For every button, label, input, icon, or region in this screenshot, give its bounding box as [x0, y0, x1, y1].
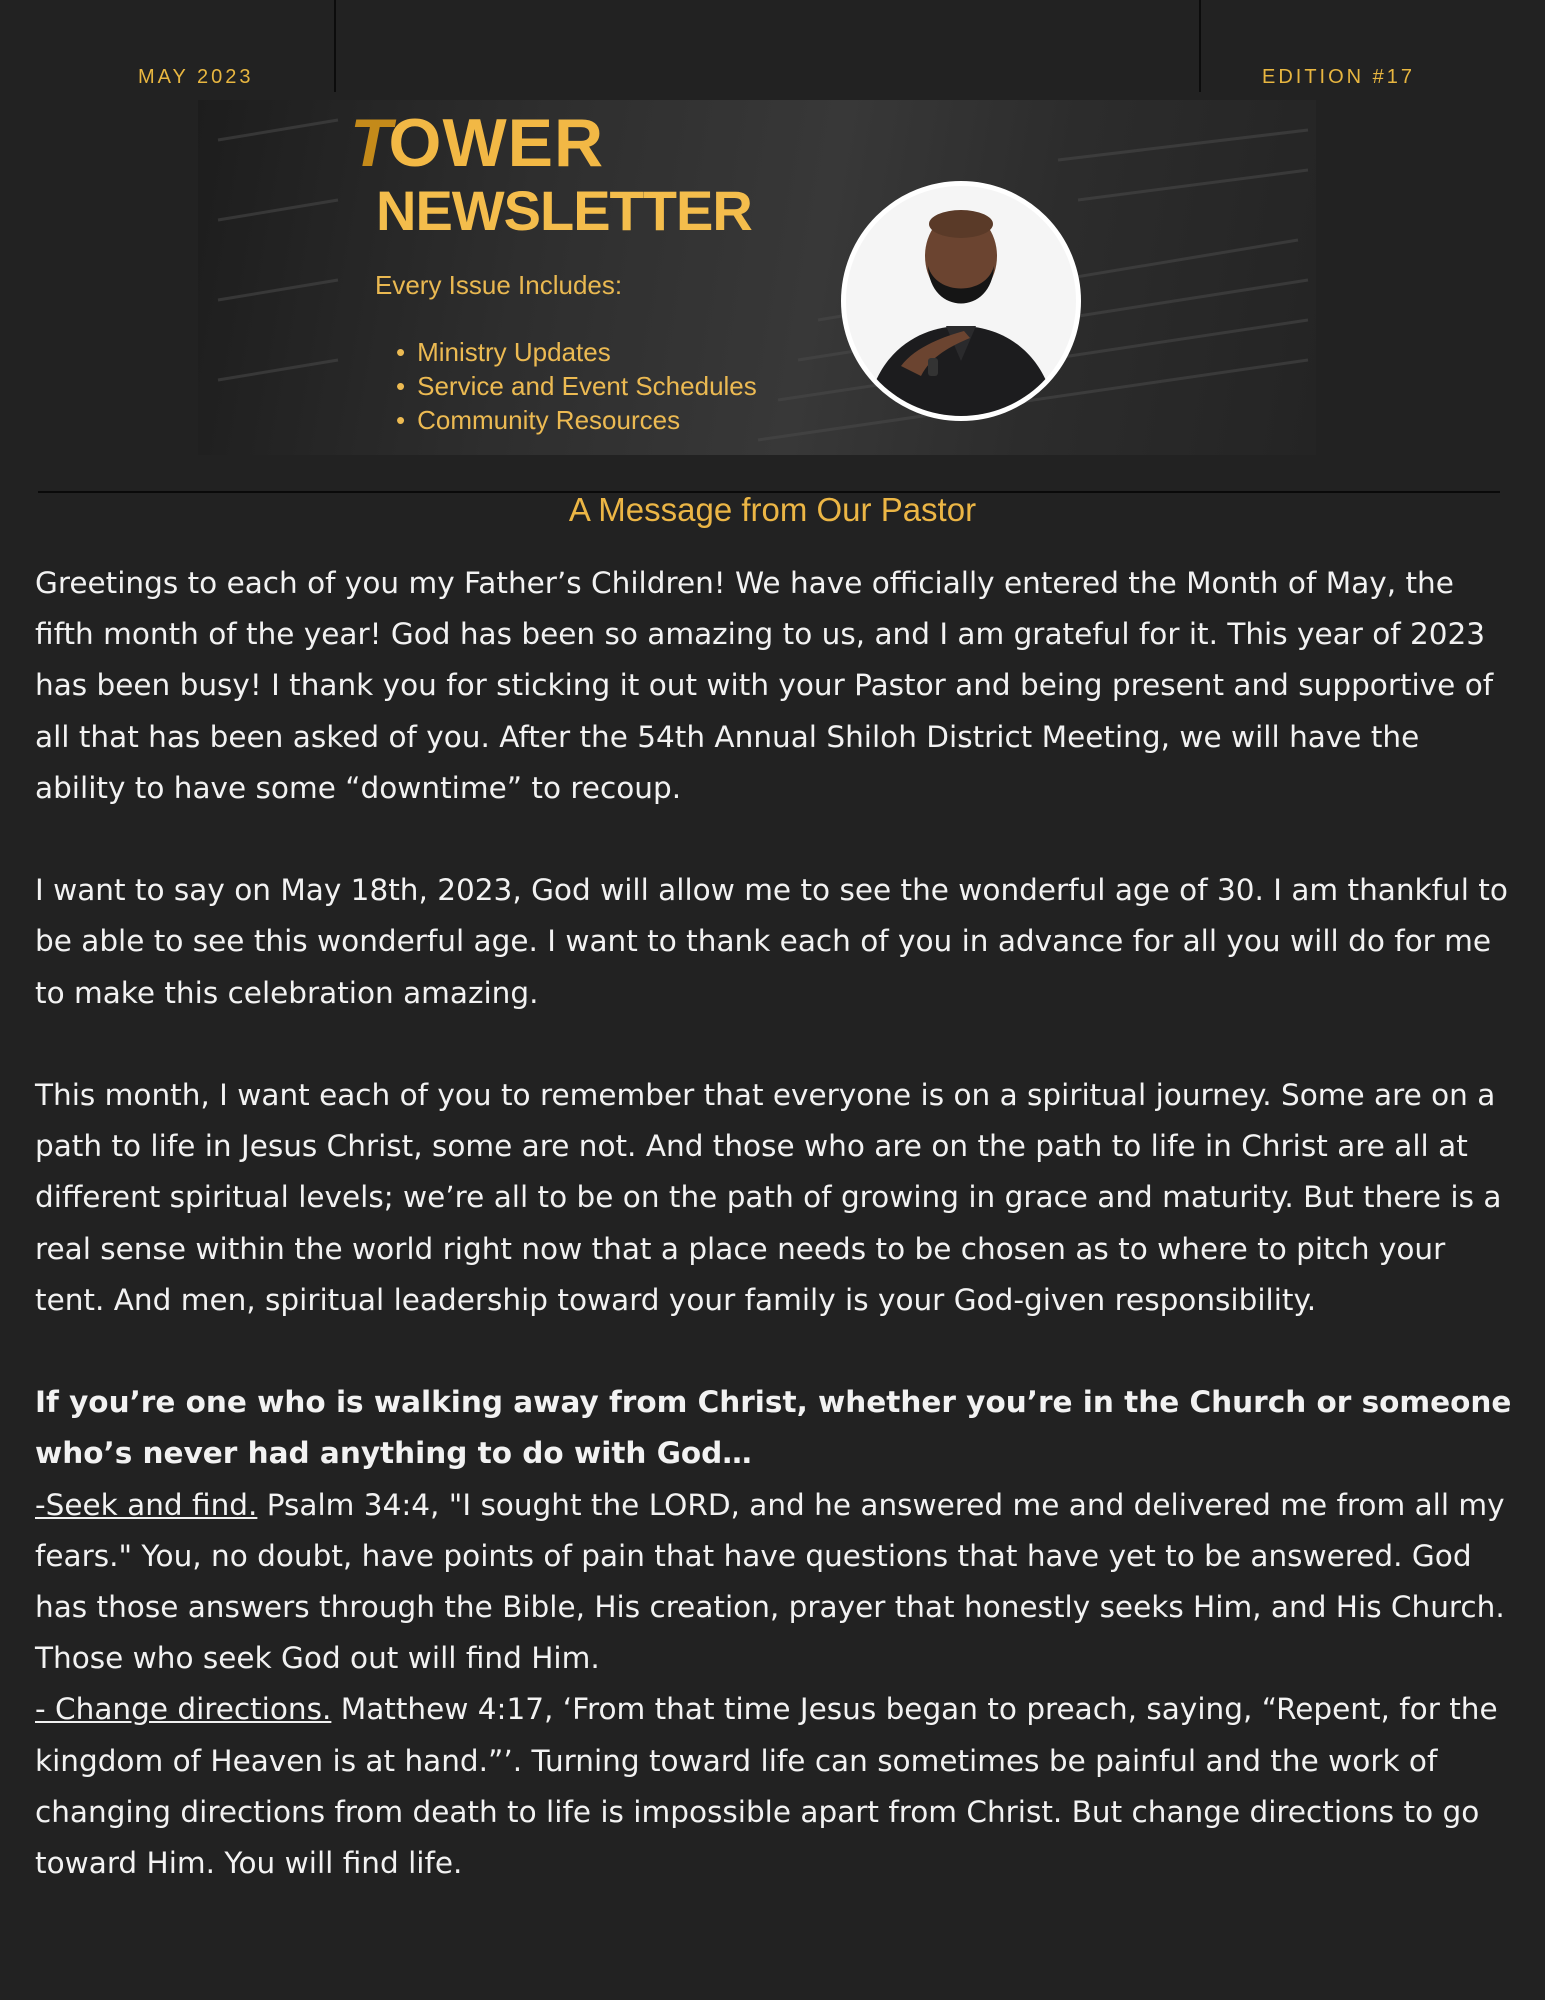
change-directions-text: Matthew 4:17, ‘From that time Jesus began to preach, saying, “Repent, for the kingdom of Heaven is at hand.”’. Turning toward life can sometimes be painful and the work of changing directions from death to life is impossible apart from Christ. But change directions to go toward Him. You will find life. [35, 1692, 1498, 1881]
pastor-portrait-icon [846, 186, 1076, 416]
paragraph-gap [35, 1326, 1515, 1377]
seek-and-find-point [35, 1480, 1515, 1685]
list-item: • Service and Event Schedules [396, 369, 757, 403]
brand-logo-tower: TOWER [350, 105, 605, 181]
divider-line-left [334, 0, 336, 92]
change-directions-point [35, 1684, 1515, 1889]
banner-feature-list [396, 335, 757, 437]
issue-date: MAY 2023 [138, 66, 254, 88]
seek-and-find-text: Psalm 34:4, "I sought the LORD, and he answered me and delivered me from all my fears." You, no doubt, have points of pain that have questions that have yet to be answered. God has those answers through the Bible, His creation, prayer that honestly seeks Him, and His Church. Those who seek God out will find Him. [35, 1487, 1505, 1676]
message-paragraph: Greetings to each of you my Father’s Children! We have officially entered the Month of May, the fifth month of the year! God has been so amazing to us, and I am grateful for it. This year of 2023 has been busy! I thank you for sticking it out with your Pastor and being present and supportive of all that has been asked of you. After the 54th Annual Shiloh District Meeting, we will have the ability to have some “downtime” to recoup. [35, 566, 1494, 805]
edition-number: EDITION #17 [1262, 66, 1416, 88]
brand-logo-newsletter: NEWSLETTER [376, 179, 752, 242]
banner-subtitle: Every Issue Includes: [375, 270, 623, 300]
newsletter-banner [198, 100, 1316, 455]
pastor-message [35, 558, 1515, 1889]
message-paragraph: I want to say on May 18th, 2023, God will allow me to see the wonderful age of 30. I am thankful to be able to see this wonderful age. I want to thank each of you in advance for all you will do for me to make this celebration amazing. [35, 873, 1508, 1010]
change-directions-label: - Change directions. [35, 1692, 332, 1727]
message-paragraph: This month, I want each of you to remember that everyone is on a spiritual journey. Some are on a path to life in Jesus Christ, some are not. And those who are on the path to life in Christ are all at different spiritual levels; we’re all to be on the path of growing in grace and maturity. But there is a real sense within the world right now that a place needs to be chosen as to where to pitch your tent. And men, spiritual leadership toward your family is your God-given responsibility. [35, 1078, 1502, 1317]
divider-line-right [1199, 0, 1201, 92]
pastor-photo [841, 181, 1081, 421]
section-title: A Message from Our Pastor [568, 491, 977, 528]
message-callout: If you’re one who is walking away from Christ, whether you’re in the Church or someone who’s never had anything to do with God… [35, 1385, 1512, 1471]
paragraph-gap [35, 814, 1515, 865]
list-item: • Community Resources [396, 403, 757, 437]
seek-and-find-label: -Seek and find. [35, 1487, 258, 1522]
paragraph-gap [35, 1019, 1515, 1070]
list-item: • Ministry Updates [396, 335, 757, 369]
